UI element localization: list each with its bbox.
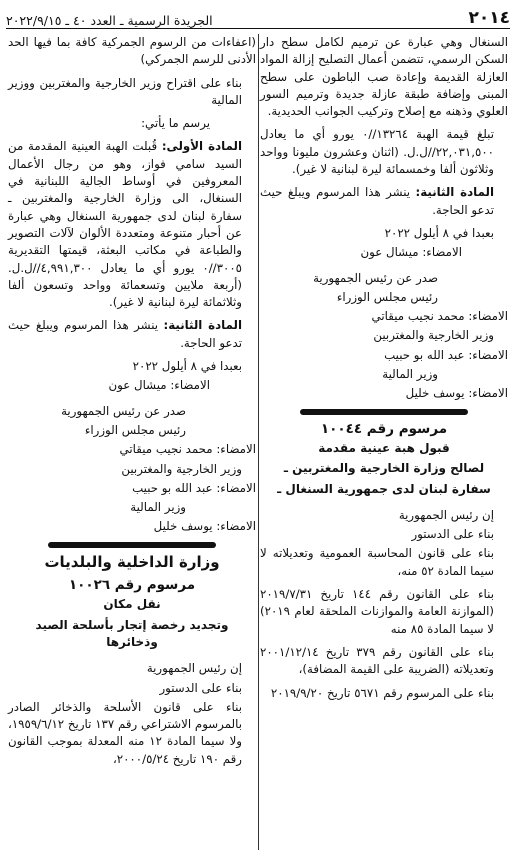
left-column xyxy=(8,34,256,774)
title-line: وزير الخارجية والمغتربين xyxy=(121,461,242,476)
paragraph: السنغال وهي عبارة عن ترميم لكامل سطح دار السكن الرسمي، تتضمن أعمال التصليح إزالة المواد العازلة القديمة وإعادة صب الباطون على سطح المبنى وإضافة طبقة عازلة جديدة وترميم السور العلوي وذهنه مع إصلاح وتركيب الجوانب الحديدية. xyxy=(260,35,508,119)
article-2 xyxy=(8,317,256,352)
article-text: ينشر هذا المرسوم ويبلغ حيث تدعو الحاجة. xyxy=(8,318,242,350)
title-line: وزير الخارجية والمغتربين xyxy=(373,328,494,343)
article-2 xyxy=(260,184,508,219)
article-text: قُبلت الهبة العينية المقدمة من السيد سامي فواز، وهو من رجال الأعمال المعروفين في أوساط الجالية اللبنانية في السنغال، الى وزارة الخارجية والمغتربين ـ سفارة لبنان لدى جمهورية السنغال وهي عبارة عن أحبار متنوعة ومتعددة الألوان لآلات التصوير والطباعة في مكاتب البعثة، قيمتها التقديرية ٣٠٠٥//٠ يورو أي ما يعادل ٤,٩٩١,٣٠٠//ل.ل. (أربعة ملايين وتسعمائة وواحد وتسعون ألفا وثلاثمائة ليرة لبنانية لا غير). xyxy=(8,139,242,310)
paragraph: (اعفاءات من الرسوم الجمركية كافة بما فيها الحد الأدنى للرسم الجمركي) xyxy=(8,35,256,67)
date-line: بعبدا في ٨ أيلول ٢٠٢٢ xyxy=(384,225,494,240)
paragraph: بناء على اقتراح وزير الخارجية والمغتربين ووزير المالية xyxy=(8,75,242,107)
decree-subtitle: قبول هبة عينية مقدمة xyxy=(318,440,450,455)
article-text: ينشر هذا المرسوم ويبلغ حيث تدعو الحاجة. xyxy=(260,185,494,217)
paragraph: بناء على القانون رقم ٣٧٩ تاريخ ٢٠٠١/١٢/١٤ وتعديلاته (الضريبة على القيمة المضافة)، xyxy=(260,644,494,677)
column-divider xyxy=(258,34,259,850)
article-label: المادة الثانية: xyxy=(415,185,494,200)
article-1 xyxy=(8,138,256,311)
date-line: بعبدا في ٨ أيلول ٢٠٢٢ xyxy=(132,359,242,374)
section-rule xyxy=(300,409,468,415)
paragraph: بناء على الدستور xyxy=(411,527,494,542)
signature: الامضاء: يوسف خليل xyxy=(405,386,508,401)
right-column xyxy=(260,34,508,708)
signature: الامضاء: ميشال عون xyxy=(108,378,210,393)
paragraph: تبلغ قيمة الهبة ١٣٢٦٤//٠ يورو أي ما يعادل ٢٢,٠٣١,٥٠٠//ل.ل. (اثنان وعشرون مليونا وواحد وثلاثون ألفا وخمسمائة ليرة لبنانية لا غير). xyxy=(260,127,494,177)
ministry-title: وزارة الداخلية والبلديات xyxy=(44,552,220,571)
paragraph: بناء على القانون رقم ١٤٤ تاريخ ٢٠١٩/٧/٣١ (الموازنة العامة والموازنات الملحقة لعام ٢٠١٩) لا سيما المادة ٨٥ منه xyxy=(260,587,494,636)
header-info: الجريدة الرسمية ـ العدد ٤٠ ـ ٢٠٢٢/٩/١٥ xyxy=(6,13,213,28)
decree-title: مرسوم رقم ١٠٠٤٤ xyxy=(320,420,448,437)
signature: الامضاء: ميشال عون xyxy=(360,245,462,260)
paragraph: إن رئيس الجمهورية xyxy=(398,507,494,522)
signature: الامضاء: عبد الله بو حبيب xyxy=(384,347,508,362)
signature: الامضاء: محمد نجيب ميقاتي xyxy=(119,442,256,457)
decree-subtitle: وتجديد رخصة إتجار بأسلحة الصيد وذخائرها xyxy=(35,617,229,649)
section-rule xyxy=(48,542,216,548)
decree-subtitle: نقل مكان xyxy=(103,597,161,612)
title-line: وزير المالية xyxy=(130,500,186,515)
signature: الامضاء: محمد نجيب ميقاتي xyxy=(371,309,508,324)
paragraph: إن رئيس الجمهورية xyxy=(146,661,242,676)
page-number: ٢٠١٤ xyxy=(468,8,510,28)
decree-title: مرسوم رقم ١٠٠٢٦ xyxy=(68,577,196,594)
page-header xyxy=(6,4,510,29)
decrees-line: يرسم ما يأتي: xyxy=(141,116,210,131)
issued-by: صدر عن رئيس الجمهورية xyxy=(61,403,186,418)
paragraph: بناء على الدستور xyxy=(159,680,242,695)
article-label: المادة الثانية: xyxy=(163,318,242,333)
decree-subtitle: لصالح وزارة الخارجية والمغتربين ـ xyxy=(283,461,485,476)
article-label: المادة الأولى: xyxy=(161,139,242,154)
paragraph: بناء على المرسوم رقم ٥٦٧١ تاريخ ٢٠١٩/٩/٢٠ xyxy=(270,685,494,700)
decree-subtitle: سفارة لبنان لدى جمهورية السنغال ـ xyxy=(277,481,491,496)
paragraph: بناء على قانون المحاسبة العمومية وتعديلاته لا سيما المادة ٥٢ منه، xyxy=(260,546,494,578)
title-line: رئيس مجلس الوزراء xyxy=(336,289,438,304)
title-line: رئيس مجلس الوزراء xyxy=(84,422,186,437)
title-line: وزير المالية xyxy=(382,367,438,382)
paragraph: بناء على قانون الأسلحة والذخائر الصادر بالمرسوم الاشتراعي رقم ١٣٧ تاريخ ١٩٥٩/٦/١٢، ولا سيما المادة ١٢ منه المعدلة بموجب القانون رقم ١٩٠ تاريخ ٢٠٠٠/٥/٢٤، xyxy=(8,699,242,766)
signature: الامضاء: يوسف خليل xyxy=(153,519,256,534)
issued-by: صدر عن رئيس الجمهورية xyxy=(313,270,438,285)
signature: الامضاء: عبد الله بو حبيب xyxy=(132,480,256,495)
